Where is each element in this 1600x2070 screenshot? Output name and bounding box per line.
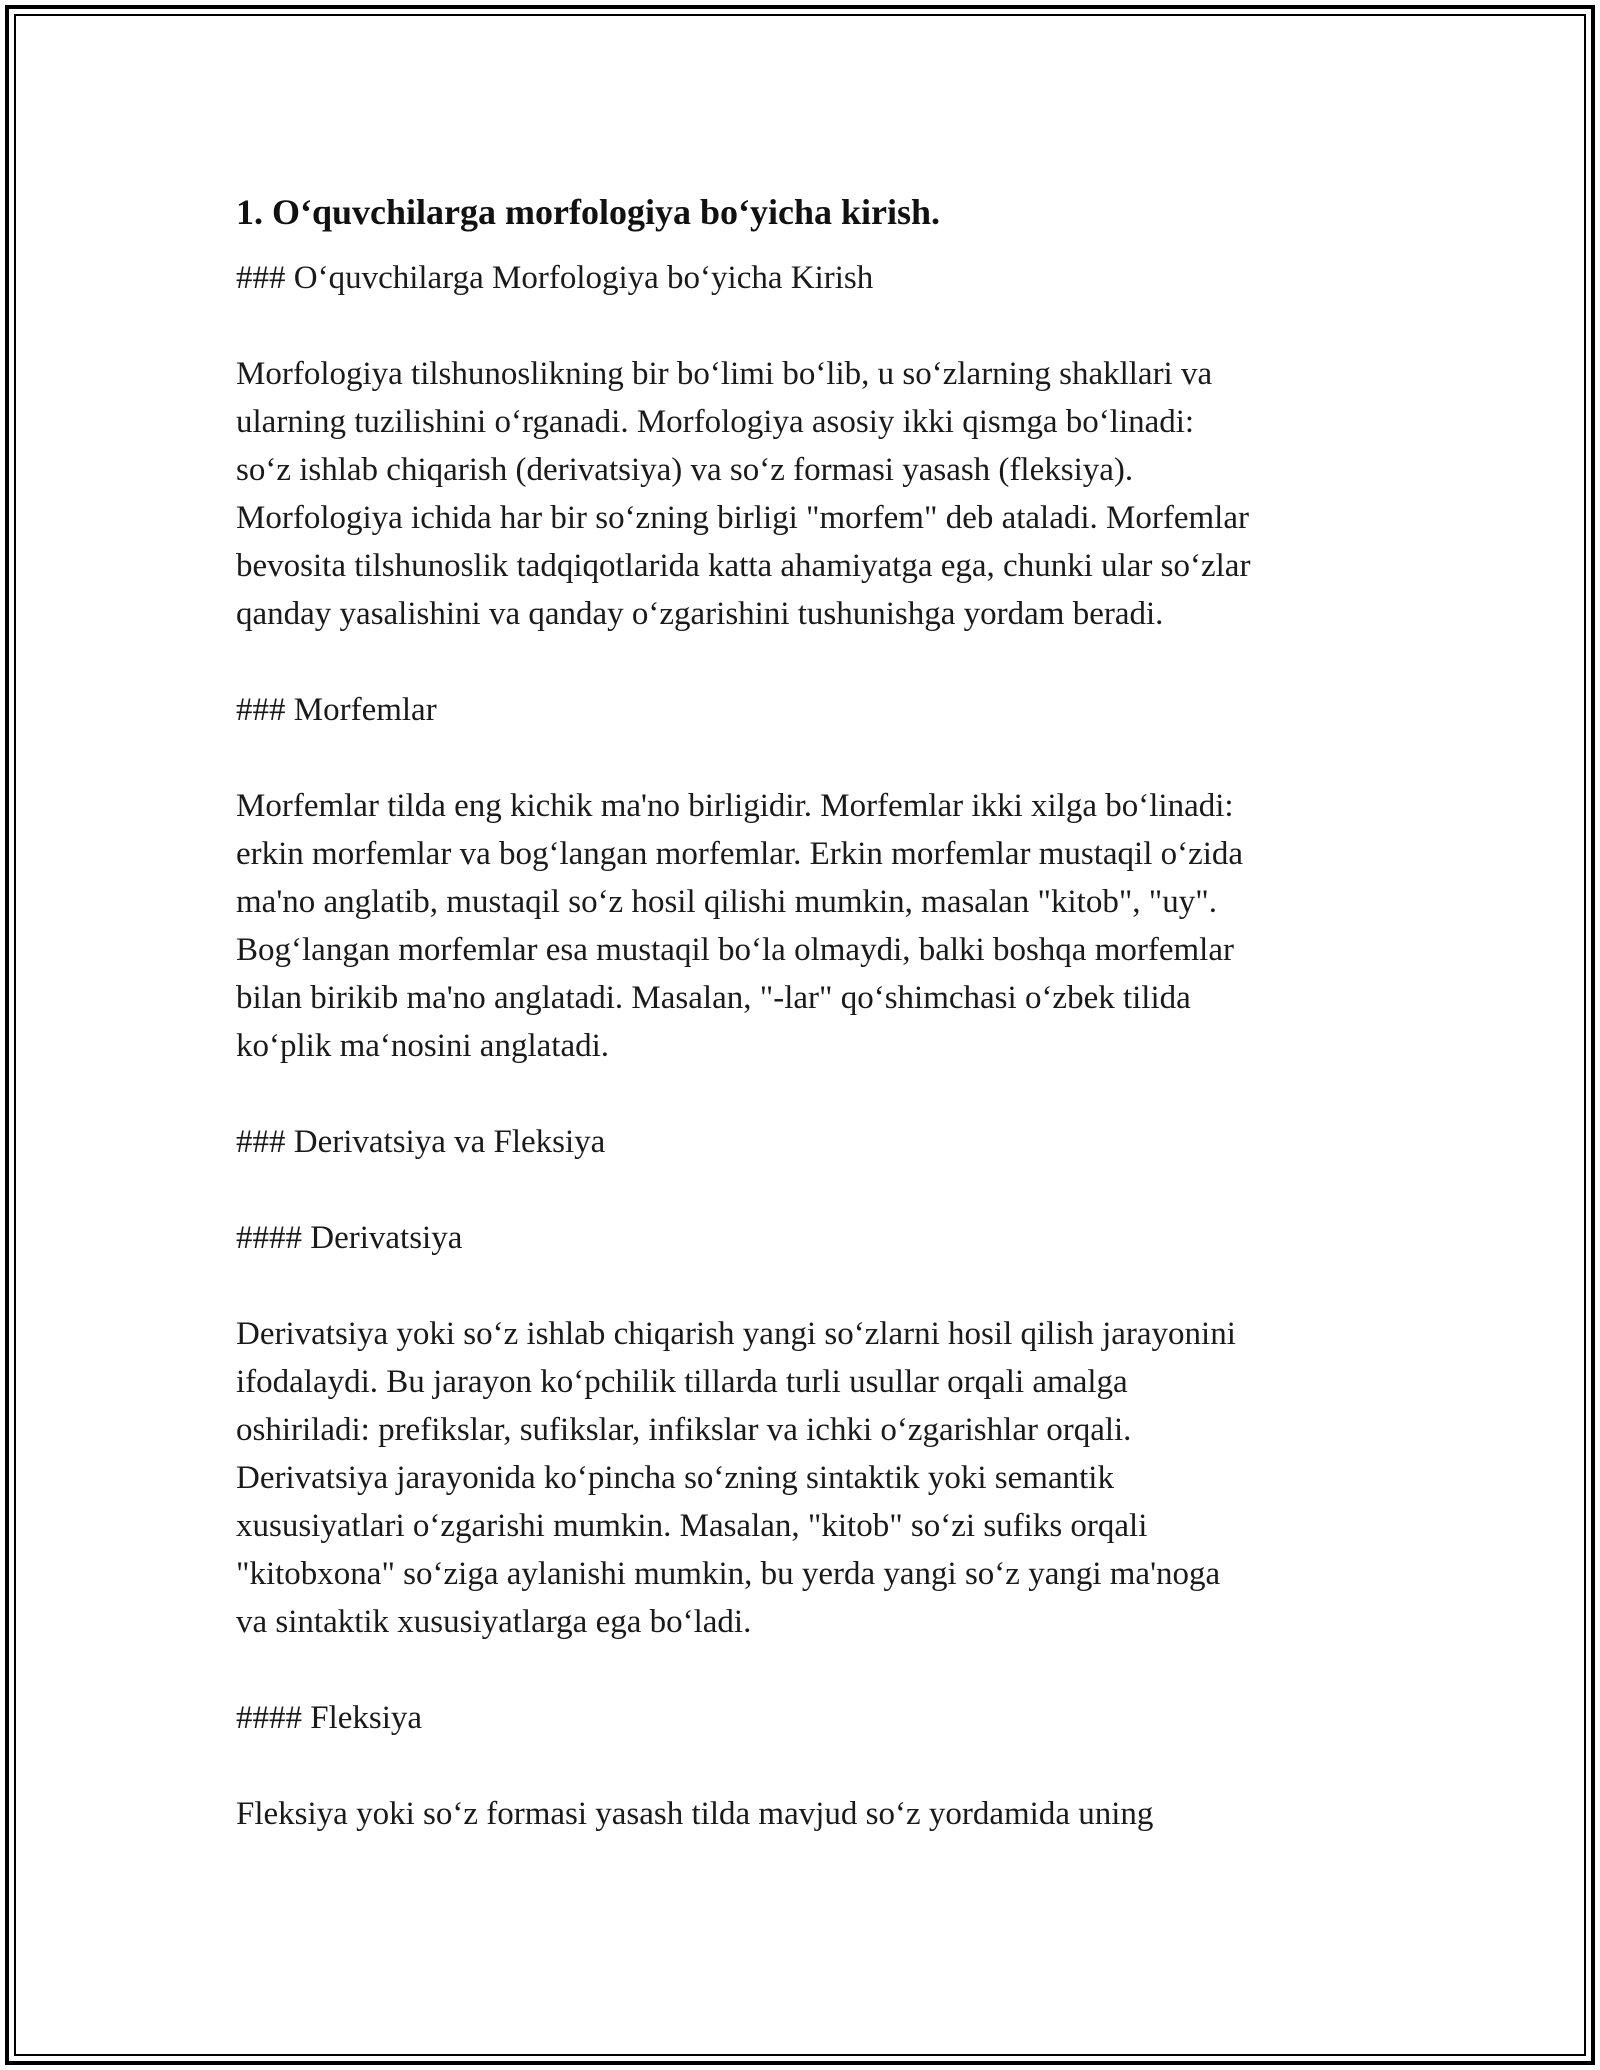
paragraph-line: Morfemlar tilda eng kichik ma'no birligidir. Morfemlar ikki xilga bo‘linadi: [236, 788, 1234, 824]
paragraph-morfemlar [236, 782, 1386, 1070]
paragraph-line: ifodalaydi. Bu jarayon ko‘pchilik tillarda turli usullar orqali amalga [236, 1364, 1128, 1400]
paragraph-gap [236, 1742, 1386, 1790]
paragraph-line: xususiyatlari o‘zgarishi mumkin. Masalan, "kitob" so‘zi sufiks orqali [236, 1508, 1148, 1544]
paragraph-gap [236, 1166, 1386, 1214]
heading-fleksiya: #### Fleksiya [236, 1700, 423, 1736]
paragraph-line: qanday yasalishini va qanday o‘zgarishini tushunishga yordam beradi. [236, 596, 1164, 632]
paragraph-gap [236, 1262, 1386, 1310]
paragraph-line: ko‘plik ma‘nosini anglatadi. [236, 1028, 610, 1064]
paragraph-line: va sintaktik xususiyatlarga ega bo‘ladi. [236, 1604, 752, 1640]
paragraph-line: Fleksiya yoki so‘z formasi yasash tilda mavjud so‘z yordamida uning [236, 1796, 1154, 1832]
paragraph-line: bilan birikib ma'no anglatadi. Masalan, "-lar" qo‘shimchasi o‘zbek tilida [236, 980, 1191, 1016]
paragraph-gap [236, 734, 1386, 782]
heading-derivatsiya-va-fleksiya: ### Derivatsiya va Fleksiya [236, 1124, 606, 1160]
paragraph-line: Bog‘langan morfemlar esa mustaqil bo‘la olmaydi, balki boshqa morfemlar [236, 932, 1234, 968]
paragraph-line: Derivatsiya yoki so‘z ishlab chiqarish yangi so‘zlarni hosil qilish jarayonini [236, 1316, 1236, 1352]
paragraph-line: erkin morfemlar va bog‘langan morfemlar. Erkin morfemlar mustaqil o‘zida [236, 836, 1244, 872]
paragraph-line: Derivatsiya jarayonida ko‘pincha so‘zning sintaktik yoki semantik [236, 1460, 1114, 1496]
paragraph-derivatsiya [236, 1310, 1386, 1646]
heading-morfemlar: ### Morfemlar [236, 692, 437, 728]
paragraph-line: ularning tuzilishini o‘rganadi. Morfologiya asosiy ikki qismga bo‘linadi: [236, 404, 1195, 440]
paragraph-fleksiya [236, 1790, 1386, 1838]
document-body [236, 190, 1386, 1838]
paragraph-line: ma'no anglatib, mustaqil so‘z hosil qilishi mumkin, masalan "kitob", "uy". [236, 884, 1217, 920]
paragraph-line: "kitobxona" so‘ziga aylanishi mumkin, bu yerda yangi so‘z yangi ma'noga [236, 1556, 1221, 1592]
paragraph-line: Morfologiya ichida har bir so‘zning birligi "morfem" deb ataladi. Morfemlar [236, 500, 1249, 536]
document-title: 1. O‘quvchilarga morfologiya bo‘yicha kirish. [236, 192, 941, 232]
paragraph-line: Morfologiya tilshunoslikning bir bo‘limi bo‘lib, u so‘zlarning shakllari va [236, 356, 1213, 392]
paragraph-intro [236, 350, 1386, 638]
paragraph-line: oshiriladi: prefikslar, sufikslar, infikslar va ichki o‘zgarishlar orqali. [236, 1412, 1132, 1448]
paragraph-gap [236, 1070, 1386, 1118]
paragraph-gap [236, 1646, 1386, 1694]
paragraph-gap [236, 638, 1386, 686]
paragraph-line: bevosita tilshunoslik tadqiqotlarida katta ahamiyatga ega, chunki ular so‘zlar [236, 548, 1251, 584]
heading-derivatsiya: #### Derivatsiya [236, 1220, 463, 1256]
paragraph-gap [236, 302, 1386, 350]
paragraph-line: so‘z ishlab chiqarish (derivatsiya) va so‘z formasi yasash (fleksiya). [236, 452, 1134, 488]
heading-intro: ### O‘quvchilarga Morfologiya bo‘yicha Kirish [236, 260, 874, 296]
